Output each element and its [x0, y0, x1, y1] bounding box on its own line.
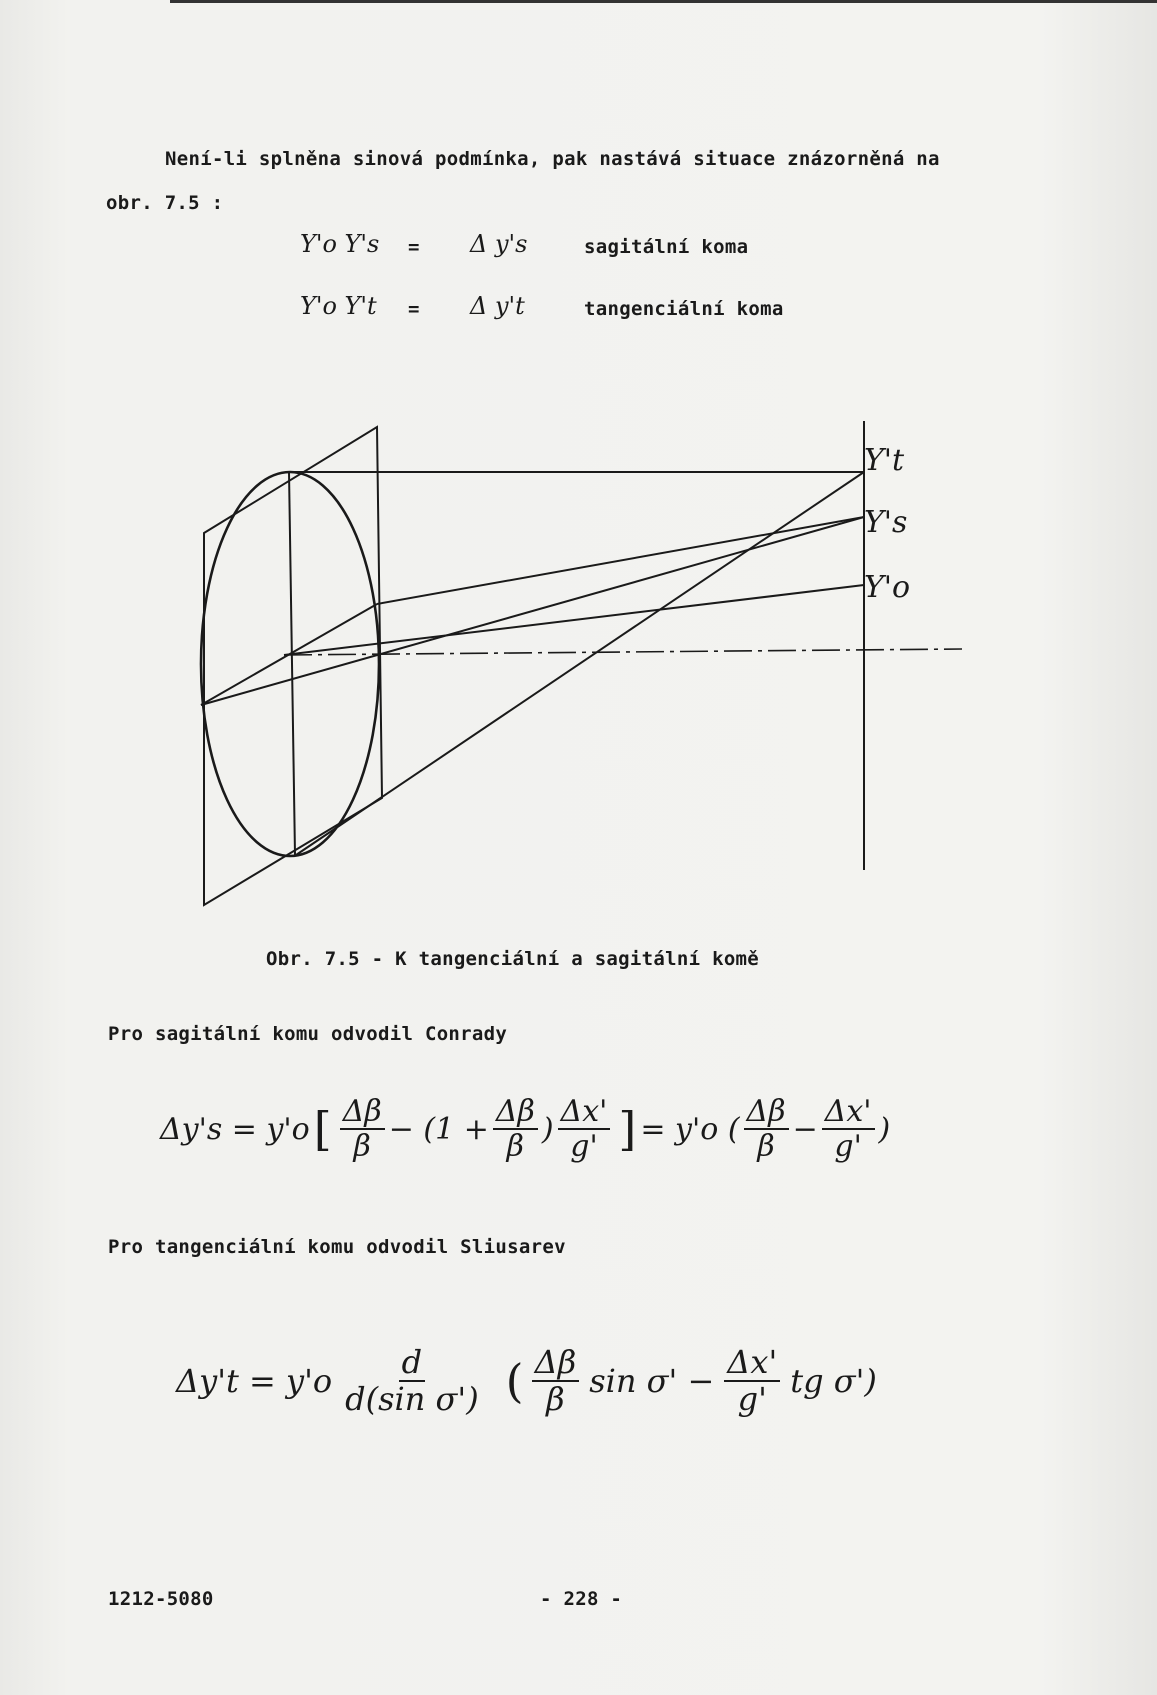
tangential-intro: Pro tangenciální komu odvodil Sliusarev	[108, 1236, 566, 1258]
def-sagittal-lhs: Y'o Y's	[300, 230, 380, 258]
sag-minus: −	[792, 1111, 818, 1147]
sag-frac-3: $\frac{\Delta x'}{g'}$	[558, 1095, 611, 1163]
sag-bracket-close: ]	[618, 1102, 637, 1156]
pupil-vertical-diameter	[289, 472, 295, 855]
label-ys: Y's	[864, 505, 908, 540]
ray-left-to-ys	[201, 517, 864, 705]
label-yo: Y'o	[864, 570, 911, 605]
tan-lhs: Δy't = y'o	[176, 1362, 333, 1401]
def-tangential-rhs: Δ y't	[470, 292, 525, 320]
tan-sin: sin σ' −	[589, 1362, 715, 1401]
sag-frac-5: $\frac{\Delta x'}{g'}$	[822, 1095, 875, 1163]
tangential-formula	[176, 1345, 877, 1417]
tan-frac-2: $\frac{\Delta\beta}{\beta}$	[532, 1345, 580, 1417]
ray-bottom-to-yt	[296, 472, 864, 855]
page-number: - 228 -	[540, 1588, 623, 1610]
def-sagittal-rhs: Δ y's	[470, 230, 528, 258]
sag-frac-1: $\frac{\Delta\beta}{\beta}$	[340, 1095, 385, 1163]
sag-bracket-open: [	[313, 1102, 332, 1156]
sag-lhs: Δy's = y'o	[160, 1111, 310, 1147]
tan-open: (	[505, 1354, 524, 1409]
intro-line-2: obr. 7.5 :	[106, 192, 224, 214]
footer-code: 1212-5080	[108, 1588, 214, 1610]
sag-frac-4: $\frac{\Delta\beta}{\beta}$	[744, 1095, 789, 1163]
def-sagittal-eq: =	[408, 236, 420, 258]
sagittal-intro: Pro sagitální komu odvodil Conrady	[108, 1023, 508, 1045]
def-tangential-lhs: Y'o Y't	[300, 292, 377, 320]
def-tangential-eq: =	[408, 298, 420, 320]
tan-frac-1: $\frac{d}{\text{d(sin σ')}}$	[345, 1343, 479, 1419]
intro-line-1: Není-li splněna sinová podmínka, pak nastává situace znázorněná na	[165, 148, 940, 170]
sagittal-formula	[160, 1095, 890, 1163]
sag-mid: − (1 +	[388, 1111, 489, 1147]
sag-eq2: = y'o (	[640, 1111, 740, 1147]
def-tangential-name: tangenciální koma	[584, 298, 784, 320]
ray-center-to-yo	[284, 585, 864, 655]
tan-frac-3: $\frac{\Delta x'}{g'}$	[724, 1345, 780, 1417]
label-yt: Y't	[864, 443, 905, 478]
ray-right-to-ys	[377, 517, 864, 604]
tan-tg: tg σ')	[790, 1362, 877, 1401]
sag-close: )	[541, 1111, 554, 1147]
figure-caption: Obr. 7.5 - K tangenciální a sagitální komě	[266, 948, 760, 970]
def-sagittal-name: sagitální koma	[584, 236, 749, 258]
sag-frac-2: $\frac{\Delta\beta}{\beta}$	[493, 1095, 538, 1163]
sag-end: )	[878, 1111, 891, 1147]
